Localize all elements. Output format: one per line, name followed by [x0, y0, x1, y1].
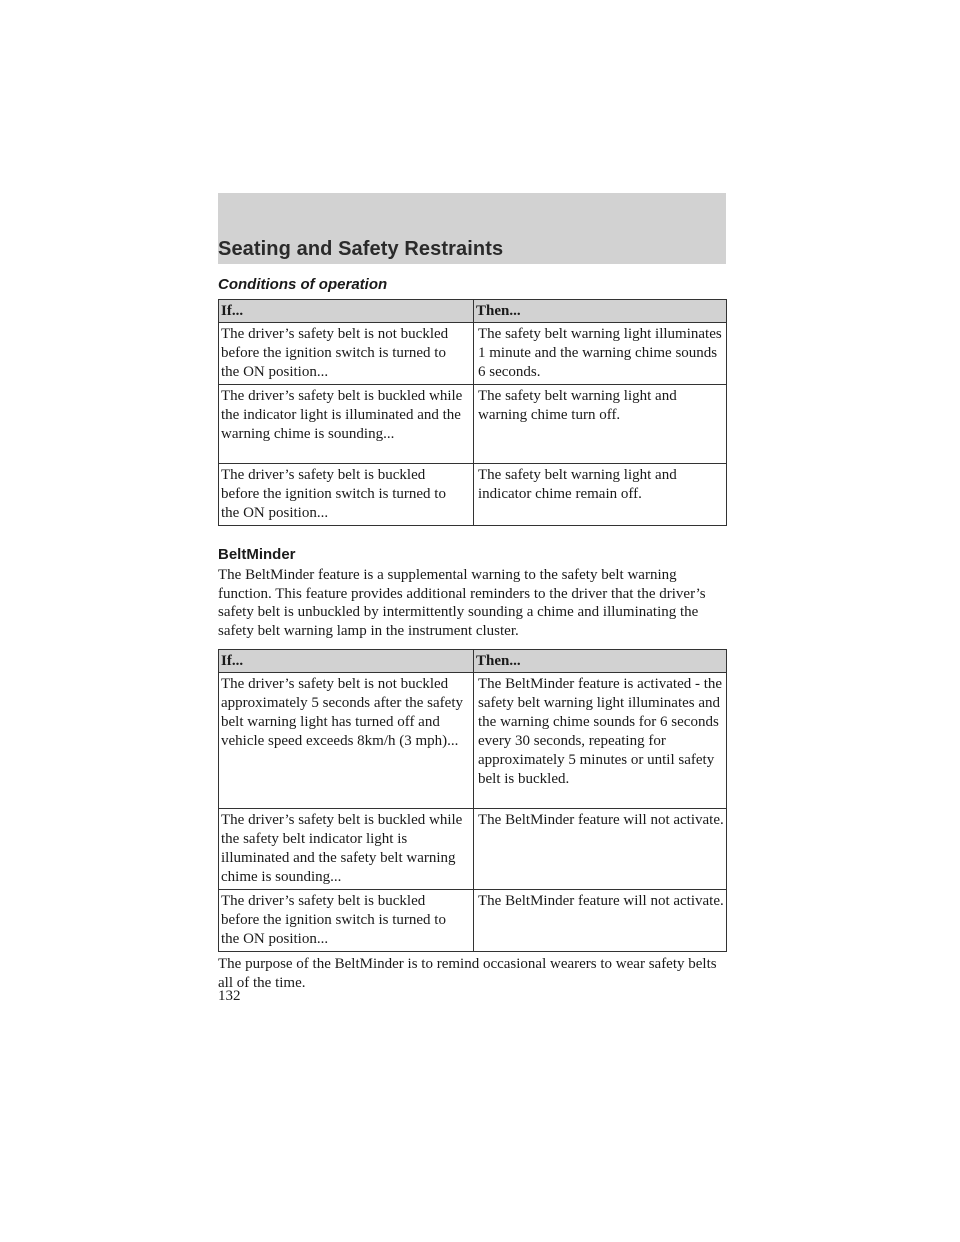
page-title: Seating and Safety Restraints: [218, 238, 504, 260]
result-cell: The safety belt warning light and indicator chime remain off.: [474, 464, 727, 526]
page-number: 132: [218, 988, 241, 1004]
condition-cell: The driver’s safety belt is buckled while the safety belt indicator light is illuminated and the safety belt warning chime is sounding...: [219, 809, 474, 890]
table-row: [219, 385, 727, 464]
result-cell: The BeltMinder feature will not activate.: [474, 809, 727, 890]
table-row: [219, 890, 727, 952]
table-row: [219, 809, 727, 890]
table-row: [219, 323, 727, 385]
beltminder-table: [218, 649, 727, 952]
condition-cell: The driver’s safety belt is not buckled before the ignition switch is turned to the ON position...: [219, 323, 474, 385]
table-header-row: [219, 300, 727, 323]
column-header-then: Then...: [474, 300, 727, 323]
result-cell: The BeltMinder feature will not activate.: [474, 890, 727, 952]
page-content: [218, 276, 726, 1001]
page-header: [218, 193, 726, 264]
result-cell: The BeltMinder feature is activated - the safety belt warning light illuminates and the warning chime sounds for 6 seconds every 30 seconds, repeating for approximately 5 minutes or until safety belt is buckled.: [474, 673, 727, 809]
condition-cell: The driver’s safety belt is buckled before the ignition switch is turned to the ON position...: [219, 890, 474, 952]
conditions-table: [218, 299, 727, 526]
section-title-beltminder: BeltMinder: [218, 546, 296, 563]
column-header-if: If...: [219, 650, 474, 673]
result-cell: The safety belt warning light and warning chime turn off.: [474, 385, 727, 464]
result-cell: The safety belt warning light illuminates 1 minute and the warning chime sounds 6 seconds.: [474, 323, 727, 385]
column-header-then: Then...: [474, 650, 727, 673]
beltminder-closing: The purpose of the BeltMinder is to remind occasional wearers to wear safety belts all of the time.: [218, 956, 717, 991]
table-row: [219, 464, 727, 526]
table-row: [219, 673, 727, 809]
condition-cell: The driver’s safety belt is buckled while the indicator light is illuminated and the warning chime is sounding...: [219, 385, 474, 464]
condition-cell: The driver’s safety belt is buckled before the ignition switch is turned to the ON position...: [219, 464, 474, 526]
condition-cell: The driver’s safety belt is not buckled approximately 5 seconds after the safety belt warning light has turned off and vehicle speed exceeds 8km/h (3 mph)...: [219, 673, 474, 809]
section-title-conditions: Conditions of operation: [218, 276, 388, 293]
column-header-if: If...: [219, 300, 474, 323]
table-header-row: [219, 650, 727, 673]
beltminder-intro: The BeltMinder feature is a supplemental warning to the safety belt warning function. This feature provides additional reminders to the driver that the driver’s safety belt is unbuckled by intermittently sounding a chime and illuminating the safety belt warning lamp in the instrument cluster.: [218, 567, 706, 639]
